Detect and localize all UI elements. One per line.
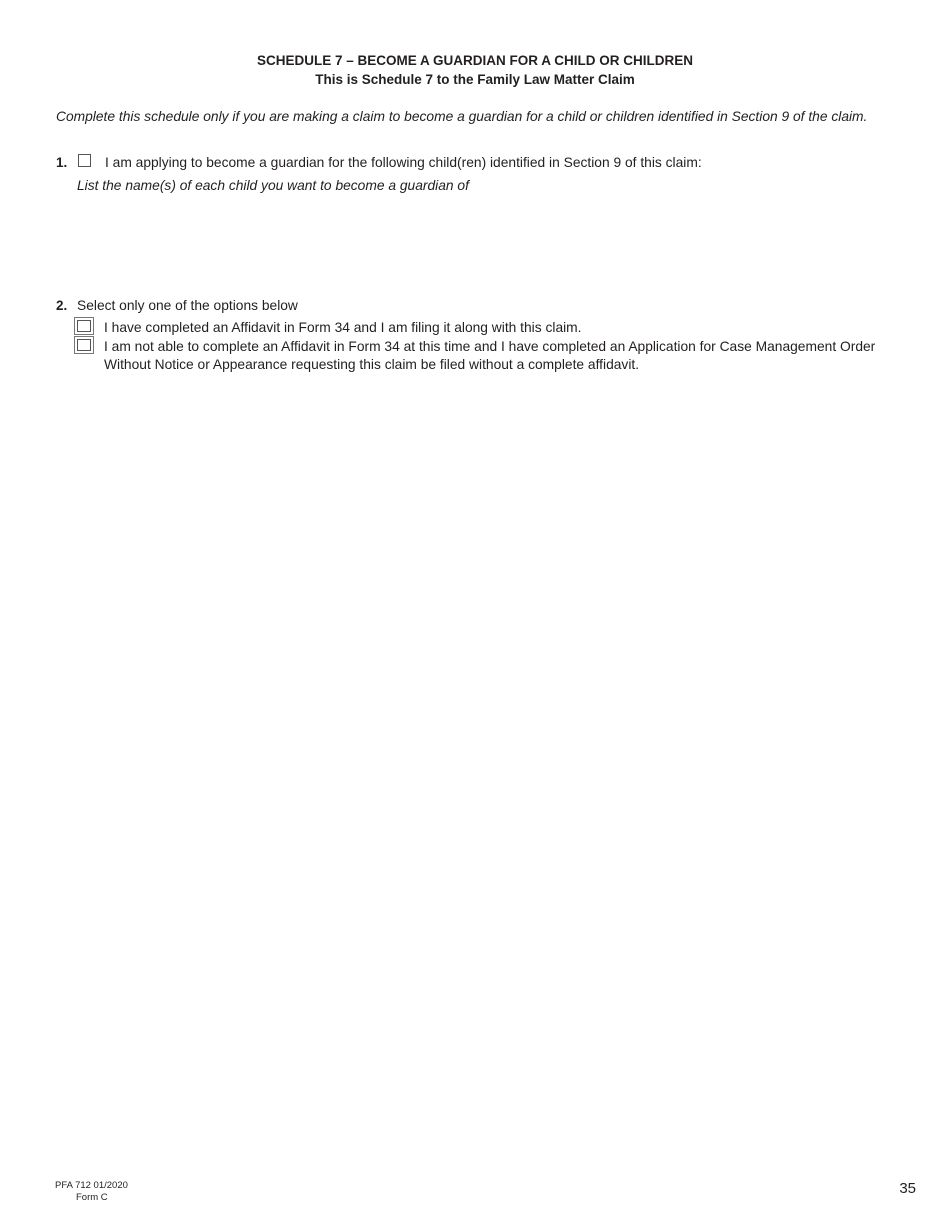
form-code: PFA 712 01/2020 <box>55 1180 128 1191</box>
section-1-text: I am applying to become a guardian for the following child(ren) identified in Section 9 of this claim: <box>105 155 702 170</box>
page-number: 35 <box>899 1180 916 1197</box>
affidavit-not-completed-checkbox[interactable] <box>74 336 94 354</box>
child-names-field[interactable] <box>77 198 897 288</box>
section-2-text: Select only one of the options below <box>77 298 298 313</box>
guardian-application-checkbox[interactable] <box>78 154 91 167</box>
child-names-hint: List the name(s) of each child you want to become a guardian of <box>77 178 469 193</box>
form-name: Form C <box>76 1192 108 1203</box>
affidavit-completed-checkbox[interactable] <box>74 317 94 335</box>
section-2-number: 2. <box>56 298 68 313</box>
affidavit-not-completed-label-line1: I am not able to complete an Affidavit in Form 34 at this time and I have completed an Application for Case Management Order <box>104 339 876 354</box>
intro-instructions: Complete this schedule only if you are making a claim to become a guardian for a child or children identified in Section 9 of the claim. <box>56 109 868 124</box>
section-1-number: 1. <box>56 155 68 170</box>
schedule-subtitle: This is Schedule 7 to the Family Law Matter Claim <box>315 72 635 87</box>
form-footer <box>55 1180 128 1204</box>
schedule-title: SCHEDULE 7 – BECOME A GUARDIAN FOR A CHILD OR CHILDREN <box>256 53 693 68</box>
affidavit-not-completed-label-line2: Without Notice or Appearance requesting this claim be filed without a complete affidavit. <box>104 357 640 372</box>
affidavit-completed-label: I have completed an Affidavit in Form 34 and I am filing it along with this claim. <box>104 320 582 335</box>
